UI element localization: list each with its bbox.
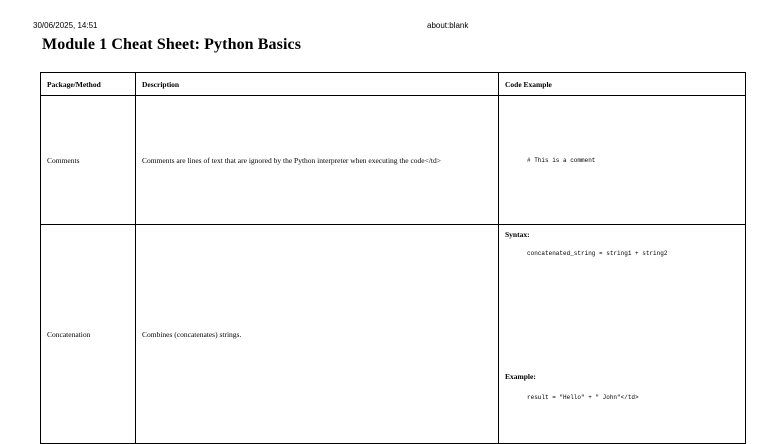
syntax-code: concatenated_string = string1 + string2 [527, 250, 668, 257]
row-name-cell: Concatenation [41, 225, 136, 444]
table-header-row [41, 73, 746, 96]
row-name-cell: Comments [41, 96, 136, 225]
print-header [33, 21, 764, 33]
print-url: about:blank [427, 21, 469, 30]
column-header-description: Description [136, 73, 499, 96]
table-row [41, 96, 746, 225]
example-block [505, 371, 739, 401]
table-row [41, 225, 746, 444]
print-timestamp: 30/06/2025, 14:51 [33, 21, 98, 30]
row-description-cell: Combines (concatenates) strings. [136, 225, 499, 444]
example-code: result = "Hello" + " John"</td> [527, 394, 639, 401]
column-header-package-method: Package/Method [41, 73, 136, 96]
row-code-cell [499, 225, 746, 444]
row-description-cell: Comments are lines of text that are ignored by the Python interpreter when executing the code</td> [136, 96, 499, 225]
example-label: Example: [505, 372, 536, 381]
code-example: # This is a comment [527, 156, 596, 164]
syntax-label: Syntax: [505, 230, 530, 239]
row-code-cell [499, 96, 746, 225]
cheat-sheet-table [40, 72, 746, 444]
page-title: Module 1 Cheat Sheet: Python Basics [42, 36, 302, 53]
syntax-block [505, 229, 739, 257]
column-header-code-example: Code Example [499, 73, 746, 96]
